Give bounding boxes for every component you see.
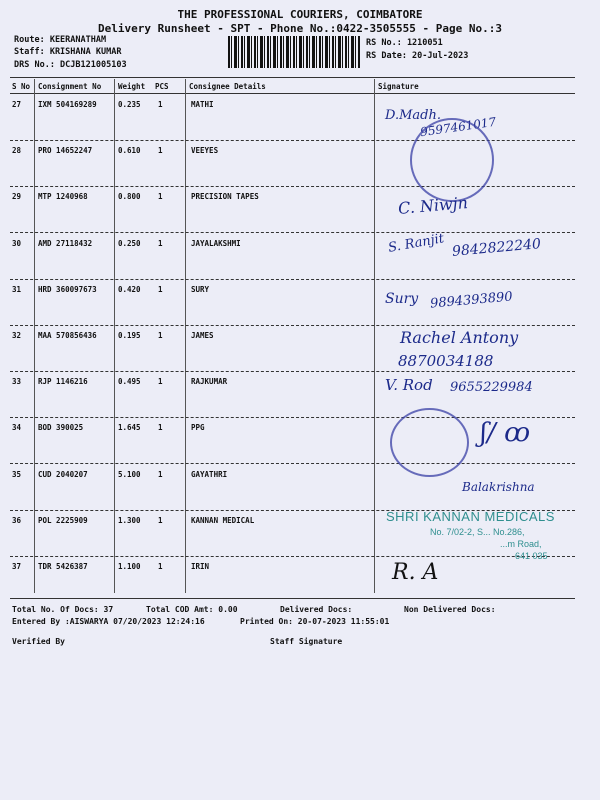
row-consignment-no: POL 2225909 [38,515,88,525]
row-pcs: 1 [158,238,163,248]
row-separator [10,186,575,187]
column-divider [185,79,186,593]
row-weight: 1.100 [118,562,141,571]
row-consignee: KANNAN MEDICAL [191,515,255,525]
kannan-stamp-line1: No. 7/02-2, S... No.286, [430,527,525,537]
row-pcs: 1 [158,100,163,109]
row-consignee: VEEYES [191,146,219,156]
document-title: THE PROFESSIONAL COURIERS, COIMBATORE [177,8,423,21]
table-top-rule [10,77,575,78]
row-weight: 0.250 [118,238,141,248]
staff-signature: Staff Signature [270,637,343,646]
row-sno: 27 [12,100,22,109]
phone-row-33: 9655229984 [450,380,533,395]
row-consignee: GAYATHRI [191,469,228,479]
row-sno: 29 [12,192,22,202]
round-ppg-stamp [390,408,469,477]
total-docs: Total No. Of Docs: 37 [12,605,114,614]
kannan-stamp-line3: 641 035 [515,551,548,561]
row-sno: 30 [12,238,22,248]
row-pcs: 1 [158,562,163,571]
col-header-consignment: Consignment No [38,82,102,91]
row-weight: 0.610 [118,146,141,156]
row-pcs: 1 [158,423,163,433]
row-sno: 28 [12,146,22,156]
row-sno: 37 [12,562,22,571]
row-weight: 0.195 [118,331,141,340]
col-header-sno: S No [12,82,31,91]
row-consignment-no: AMD 27118432 [38,238,93,248]
row-weight: 0.235 [118,100,141,109]
row-sno: 36 [12,515,22,525]
barcode [228,36,360,68]
row-consignee: RAJKUMAR [191,377,228,387]
signature-row-35: Balakrishna [462,480,535,494]
verified-by: Verified By [12,637,65,646]
row-consignee: PPG [191,423,205,433]
row-weight: 0.495 [118,377,141,387]
row-pcs: 1 [158,284,163,294]
column-divider [374,79,375,593]
row-consignment-no: MTP 1240968 [38,192,88,202]
row-pcs: 1 [158,377,163,387]
row-separator [10,232,575,233]
row-pcs: 1 [158,192,163,202]
row-separator [10,325,575,326]
non-delivered-docs: Non Delivered Docs: [404,605,496,614]
col-header-weight: Weight [118,82,146,91]
signature-row-29: C. Niwjn [397,192,469,219]
row-pcs: 1 [158,515,163,525]
rs-number: RS No.: 1210051 [366,38,443,48]
row-sno: 32 [12,331,22,340]
row-consignment-no: PRO 14652247 [38,146,93,156]
signature-row-31: Sury [385,291,419,307]
row-consignment-no: HRD 360097673 [38,284,97,294]
row-consignee: JAMES [191,331,214,340]
signature-row-27: D.Madh. [385,108,441,123]
printed-on: Printed On: 20-07-2023 11:55:01 [240,617,390,626]
row-weight: 5.100 [118,469,141,479]
document-subtitle: Delivery Runsheet - SPT - Phone No.:0422-3505555 - Page No.:3 [98,22,502,35]
row-consignee: IRIN [191,562,210,571]
footer-rule [10,598,575,599]
row-consignment-no: BOD 390025 [38,423,84,433]
phone-row-31: 9894393890 [429,289,514,312]
row-separator [10,371,575,372]
row-sno: 34 [12,423,22,433]
row-consignee: PRECISION TAPES [191,192,259,202]
table-header-rule [10,93,575,94]
kannan-stamp-line2: ...m Road, [500,539,542,549]
row-weight: 1.645 [118,423,141,433]
signature-row-30: S. Ranjit [387,231,446,256]
signature-row-37: R. A [392,560,439,585]
row-separator [10,140,575,141]
row-pcs: 1 [158,146,163,156]
route-label: Route: KEERANATHAM [14,35,107,45]
row-sno: 33 [12,377,22,387]
phone-row-32: 8870034188 [398,352,494,370]
signature-row-32: Rachel Antony [400,328,519,347]
phone-row-27: 9597461017 [419,114,497,140]
column-divider [114,79,115,593]
drs-number: DRS No.: DCJB121005103 [14,60,127,70]
row-separator [10,279,575,280]
col-header-pcs: PCS [155,82,169,91]
entered-by: Entered By :AISWARYA 07/20/2023 12:24:16 [12,617,205,626]
row-weight: 1.300 [118,515,141,525]
signature-row-34: ʃ/ ꝏ [480,418,531,448]
col-header-consignee: Consignee Details [189,82,266,91]
staff-label: Staff: KRISHANA KUMAR [14,47,122,57]
row-separator [10,463,575,464]
row-weight: 0.420 [118,284,141,294]
row-sno: 35 [12,469,22,479]
col-header-signature: Signature [378,82,419,91]
row-consignment-no: IXM 504169289 [38,100,97,109]
row-weight: 0.800 [118,192,141,202]
row-consignment-no: CUD 2040207 [38,469,88,479]
row-consignment-no: TDR 5426387 [38,562,88,571]
row-consignment-no: RJP 1146216 [38,377,88,387]
delivered-docs: Delivered Docs: [280,605,353,614]
row-pcs: 1 [158,331,163,340]
signature-row-33: V. Rod [385,376,433,394]
round-company-stamp [410,118,494,202]
phone-row-30: 9842822240 [451,236,542,260]
row-sno: 31 [12,284,22,294]
kannan-stamp-name: SHRI KANNAN MEDICALS [386,509,555,524]
total-cod: Total COD Amt: 0.00 [146,605,238,614]
row-separator [10,556,575,557]
row-consignee: MATHI [191,100,214,109]
row-consignee: SURY [191,284,210,294]
row-consignment-no: MAA 570856436 [38,331,97,340]
column-divider [34,79,35,593]
rs-date: RS Date: 20-Jul-2023 [366,51,469,61]
row-consignee: JAYALAKSHMI [191,238,241,248]
row-pcs: 1 [158,469,163,479]
